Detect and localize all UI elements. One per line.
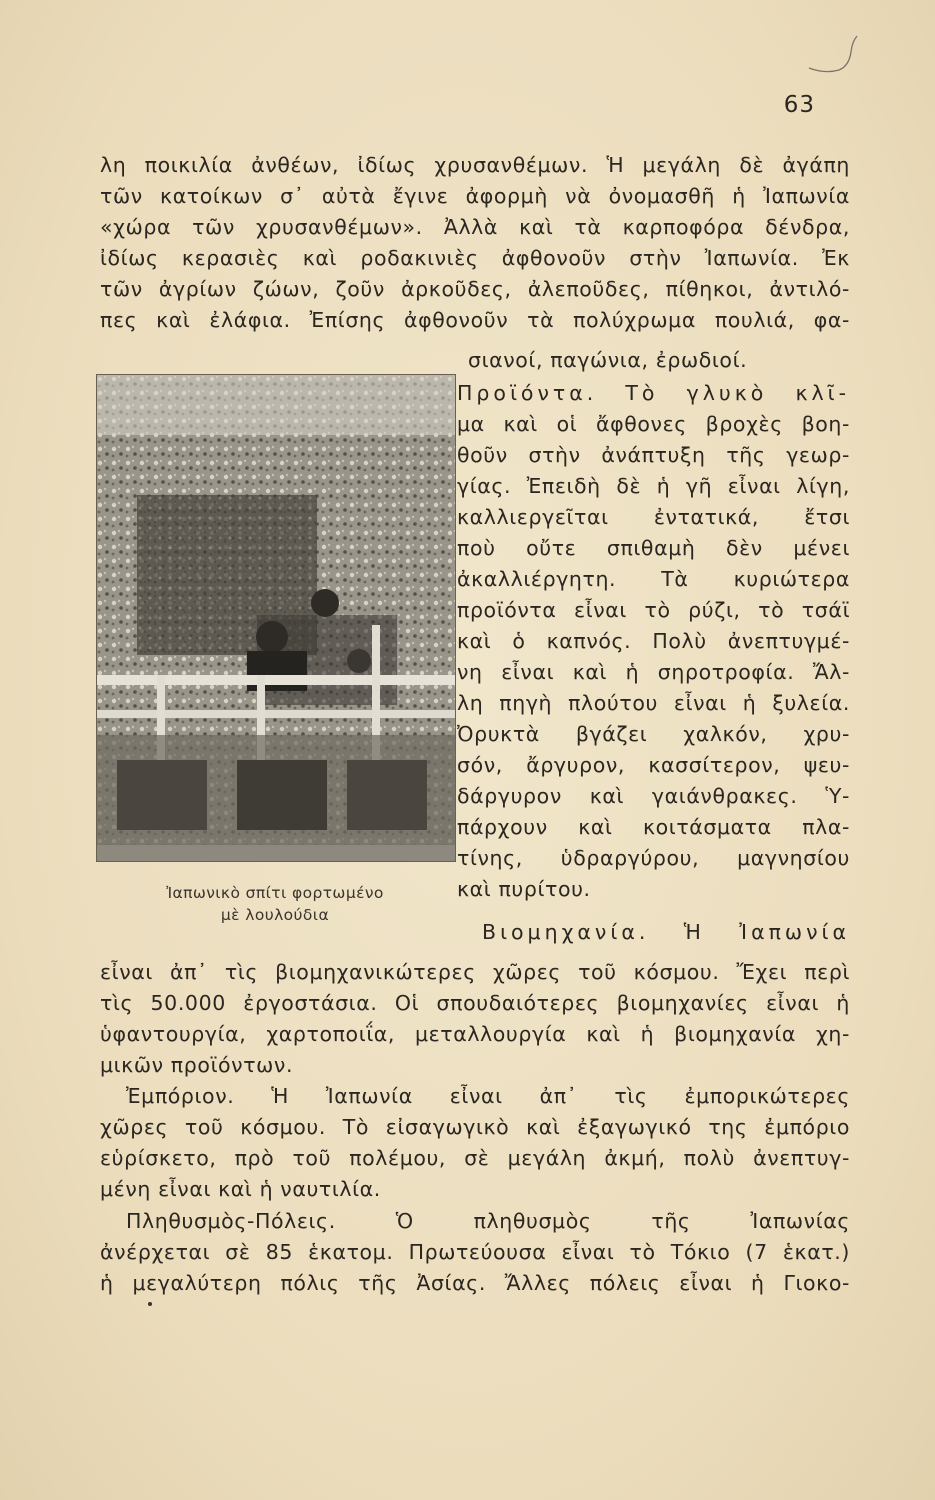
text-line: γίας. Ἐπειδὴ δὲ ἡ γῆ εἶναι λίγη,: [457, 474, 850, 498]
text-line: ποὺ οὔτε σπιθαμὴ δὲν μένει: [457, 536, 850, 560]
text-line: μένη εἶναι καὶ ἡ ναυτιλία.: [100, 1177, 381, 1201]
text-line: τῶν ἀγρίων ζώων, ζοῦν ἀρκοῦδες, ἀλεποῦδες, πίθηκοι, ἀντιλό-: [100, 277, 850, 301]
text-line: μικῶν προϊόντων.: [100, 1053, 294, 1077]
text-line: προϊόντα εἶναι τὸ ρύζι, τὸ τσάϊ: [457, 598, 850, 622]
text-line: ἰδίως κερασιὲς καὶ ροδακινιὲς ἀφθονοῦν στὴν Ἰαπωνία. Ἐκ: [100, 246, 850, 270]
section-heading-viomichania: Βιομηχανία. Ἡ Ἰαπωνία: [482, 920, 850, 944]
text-line: μα καὶ οἱ ἄφθονες βροχὲς βοη-: [457, 412, 850, 436]
text-line: λη πηγὴ πλούτου εἶναι ἡ ξυλεία.: [457, 691, 850, 715]
photo-caption-line: μὲ λουλούδια: [220, 906, 330, 924]
text-line: ἀνέρχεται σὲ 85 ἑκατομ. Πρωτεύουσα εἶναι τὸ Τόκιο (7 ἑκατ.): [100, 1240, 850, 1264]
text-line: πάρχουν καὶ κοιτάσματα πλα-: [457, 815, 850, 839]
section-heading-emporion: Ἐμπόριον. Ἡ Ἰαπωνία εἶναι ἀπ᾽ τὶς ἐμπορικώτερες: [126, 1084, 850, 1108]
text-line: τῶν κατοίκων σ᾽ αὐτὰ ἔγινε ἀφορμὴ νὰ ὀνομασθῆ ἡ Ἰαπωνία: [100, 184, 850, 208]
text-line: εἶναι ἀπ᾽ τὶς βιομηχανικώτερες χῶρες τοῦ κόσμου. Ἔχει περὶ: [100, 960, 850, 984]
text-line: νη εἶναι καὶ ἡ σηροτροφία. Ἄλ-: [457, 660, 850, 684]
page-number: 63: [783, 92, 815, 118]
text-line: καλλιεργεῖται ἐντατικά, ἔτσι: [457, 505, 850, 529]
ink-dot: [148, 1302, 152, 1306]
section-heading-plithysmos: Πληθυσμὸς-Πόλεις. Ὁ πληθυσμὸς τῆς Ἰαπωνίας: [126, 1209, 850, 1233]
text-line: λη ποικιλία ἀνθέων, ἰδίως χρυσανθέμων. Ἡ μεγάλη δὲ ἀγάπη: [100, 153, 850, 177]
text-line: σόν, ἄργυρον, κασσίτερον, ψευ-: [457, 753, 850, 777]
text-line: χῶρες τοῦ κόσμου. Τὸ εἰσαγωγικὸ καὶ ἐξαγωγικό της ἐμπόριο: [100, 1115, 850, 1139]
text-line: εὑρίσκετο, πρὸ τοῦ πολέμου, σὲ μεγάλη ἀκμή, πολὺ ἀνεπτυγ-: [100, 1146, 850, 1170]
text-line: καὶ ὁ καπνός. Πολὺ ἀνεπτυγμέ-: [457, 629, 850, 653]
photo-caption-line: Ἰαπωνικὸ σπίτι φορτωμένο: [166, 884, 384, 902]
text-line: «χώρα τῶν χρυσανθέμων». Ἀλλὰ καὶ τὰ καρποφόρα δένδρα,: [100, 215, 850, 239]
text-line: δάργυρον καὶ γαιάνθρακες. Ὑ-: [457, 784, 850, 808]
house-with-flowers-photo: [96, 374, 456, 862]
text-line: Ὀρυκτὰ βγάζει χαλκόν, χρυ-: [457, 722, 850, 746]
text-line: σιανοί, παγώνια, ἐρωδιοί.: [468, 348, 748, 372]
text-line: ἀκαλλιέργητη. Τὰ κυριώτερα: [457, 567, 850, 591]
text-line: θοῦν στὴν ἀνάπτυξη τῆς γεωρ-: [457, 443, 850, 467]
text-line: πες καὶ ἐλάφια. Ἐπίσης ἀφθονοῦν τὰ πολύχρωμα πουλιά, φα-: [100, 308, 850, 332]
text-line: καὶ πυρίτου.: [457, 877, 591, 901]
pencil-mark-icon: [805, 30, 865, 80]
section-heading-proionta: Προϊόντα. Τὸ γλυκὸ κλῖ-: [457, 381, 850, 405]
text-line: ἡ μεγαλύτερη πόλις τῆς Ἀσίας. Ἄλλες πόλεις εἶναι ἡ Γιοκο-: [100, 1271, 850, 1295]
text-line: ὑφαντουργία, χαρτοποιΐα, μεταλλουργία καὶ ἡ βιομηχανία χη-: [100, 1022, 850, 1046]
text-line: τὶς 50.000 ἐργοστάσια. Οἱ σπουδαιότερες βιομηχανίες εἶναι ἡ: [100, 991, 850, 1015]
text-line: τίνης, ὑδραργύρου, μαγνησίου: [457, 846, 850, 870]
